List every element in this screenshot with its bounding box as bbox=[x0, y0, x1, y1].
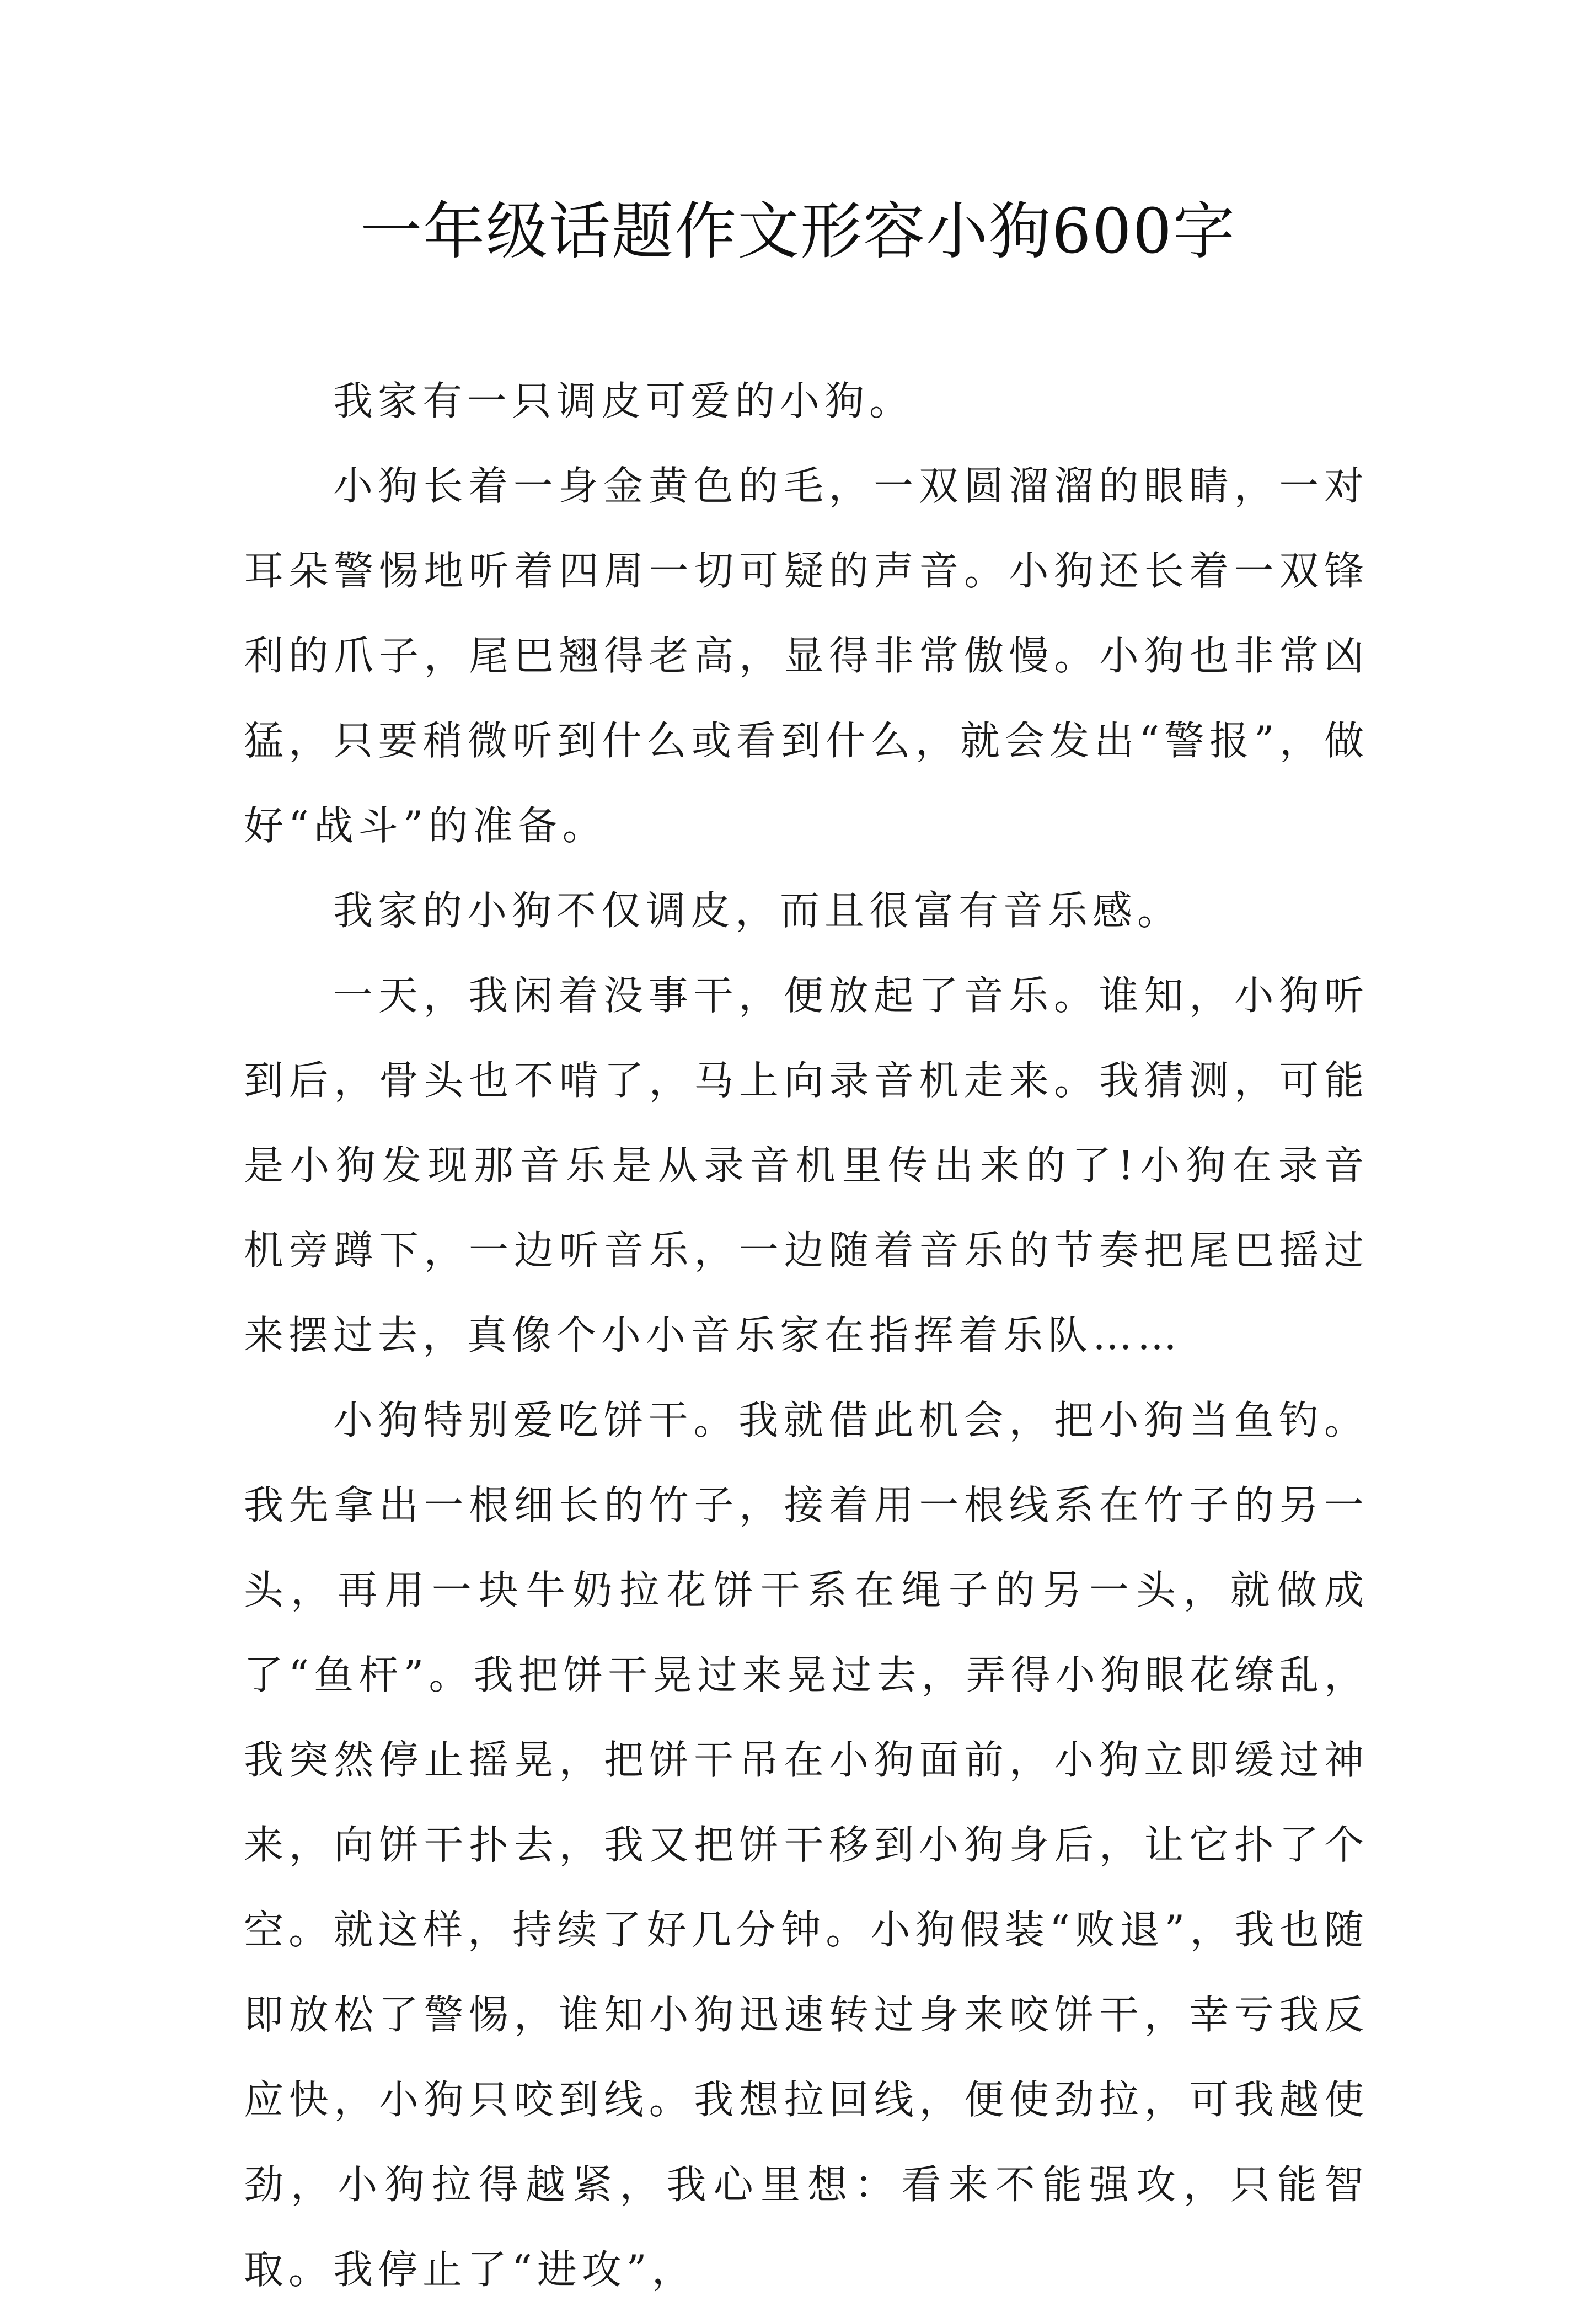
paragraph: 小狗长着一身金黄色的毛，一双圆溜溜的眼睛，一对耳朵警惕地听着四周一切可疑的声音。小狗还长着一双锋利的爪子，尾巴翘得老高，显得非常傲慢。小狗也非常凶猛，只要稍微听到什么或看到什么，就会发出“警报”，做好“战斗”的准备。 bbox=[244, 463, 1369, 849]
document-title: 一年级话题作文形容小狗600字 bbox=[360, 196, 1236, 267]
document-body bbox=[244, 358, 1369, 2312]
paragraph: 一天，我闲着没事干，便放起了音乐。谁知，小狗听到后，骨头也不啃了，马上向录音机走来。我猜测，可能是小狗发现那音乐是从录音机里传出来的了!小狗在录音机旁蹲下，一边听音乐，一边随着音乐的节奏把尾巴摇过来摆过去，真像个小小音乐家在指挥着乐队…… bbox=[244, 972, 1369, 1358]
paragraph: 小狗特别爱吃饼干。我就借此机会，把小狗当鱼钓。我先拿出一根细长的竹子，接着用一根线系在竹子的另一头，再用一块牛奶拉花饼干系在绳子的另一头，就做成了“鱼杆”。我把饼干晃过来晃过去，弄得小狗眼花缭乱，我突然停止摇晃，把饼干吊在小狗面前，小狗立即缓过神来，向饼干扑去，我又把饼干移到小狗身后，让它扑了个空。就这样，持续了好几分钟。小狗假装“败退”，我也随即放松了警惕，谁知小狗迅速转过身来咬饼干，幸亏我反应快，小狗只咬到线。我想拉回线，便使劲拉，可我越使劲，小狗拉得越紧，我心里想：看来不能强攻，只能智取。我停止了“进攻”， bbox=[244, 1397, 1369, 2293]
paragraph: 我家的小狗不仅调皮，而且很富有音乐感。 bbox=[333, 887, 1182, 934]
paragraph: 我家有一只调皮可爱的小狗。 bbox=[333, 378, 914, 424]
